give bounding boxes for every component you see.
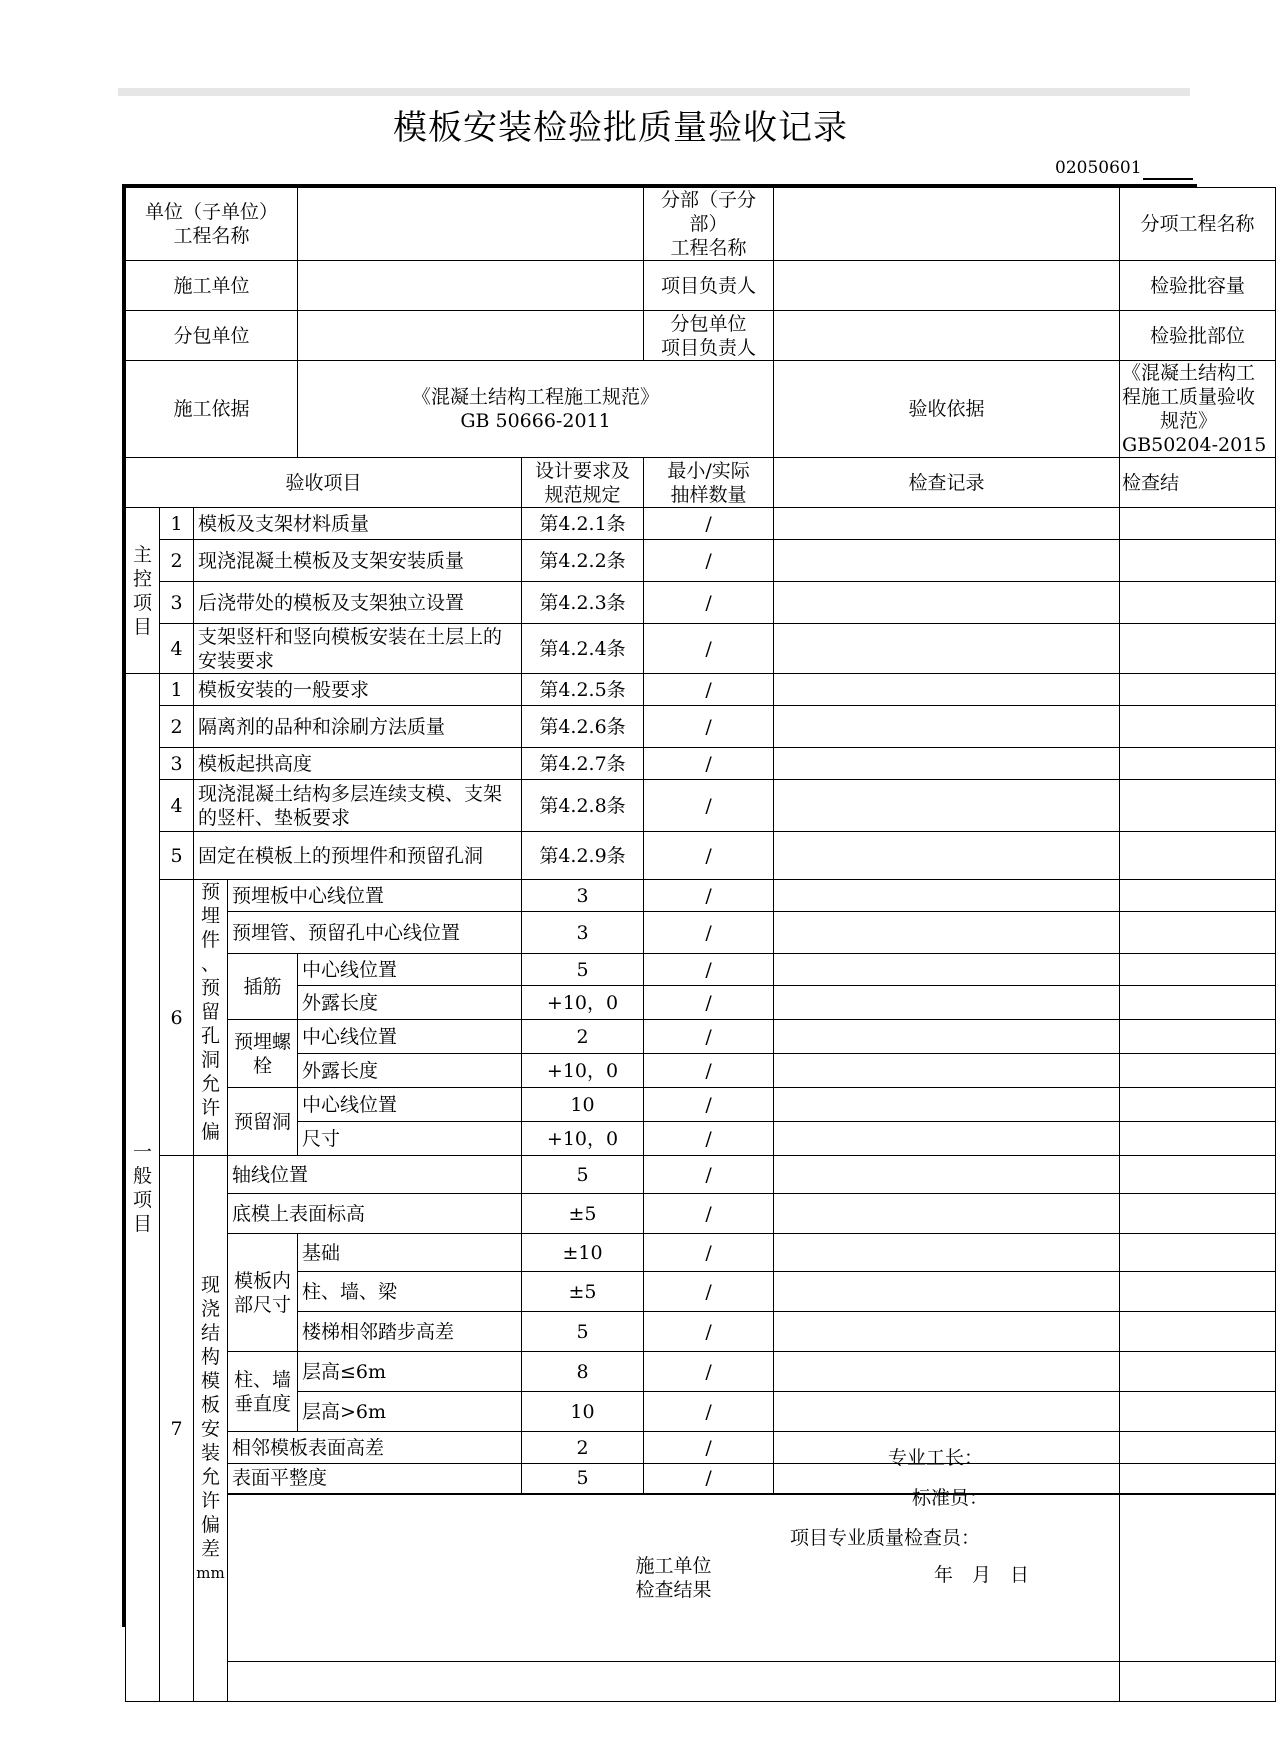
main-sample[interactable]: / — [644, 508, 774, 540]
general-record[interactable] — [774, 1312, 1120, 1352]
item7-bottom-req: ±5 — [522, 1194, 644, 1234]
item7-adjacent-req: 2 — [522, 1432, 644, 1464]
col-item: 验收项目 — [126, 458, 522, 508]
main-req: 第4.2.3条 — [522, 582, 644, 624]
pm-value[interactable] — [774, 261, 1120, 311]
general-result[interactable] — [1120, 674, 1276, 706]
sub-pm-value[interactable] — [774, 311, 1120, 361]
inner-row: 楼梯相邻踏步高差 — [298, 1312, 522, 1352]
inner-req: 5 — [522, 1312, 644, 1352]
item6-plate: 预埋板中心线位置 — [228, 880, 522, 912]
general-result[interactable] — [1120, 832, 1276, 880]
main-result[interactable] — [1120, 582, 1276, 624]
inspector-label: 项目专业质量检查员： — [790, 1527, 981, 1549]
vertical-sample[interactable]: / — [644, 1392, 774, 1432]
general-result[interactable] — [1120, 954, 1276, 986]
item7-flat: 表面平整度 — [228, 1464, 522, 1494]
footer-next-area[interactable] — [1120, 1662, 1276, 1702]
item6-plate-req: 3 — [522, 880, 644, 912]
vertical-label: 柱、墙垂直度 — [228, 1352, 298, 1432]
general-sample[interactable]: / — [644, 674, 774, 706]
footer-next-label — [228, 1662, 1120, 1702]
general-record[interactable] — [774, 1272, 1120, 1312]
hole-req: +10，0 — [522, 1122, 644, 1156]
rebar-sample[interactable]: / — [644, 986, 774, 1020]
main-no: 3 — [160, 582, 194, 624]
general-record[interactable] — [774, 1352, 1120, 1392]
general-result[interactable] — [1120, 1312, 1276, 1352]
accept-label: 验收依据 — [774, 361, 1120, 458]
general-record[interactable] — [774, 1156, 1120, 1194]
general-name: 现浇混凝土结构多层连续支模、支架的竖杆、垫板要求 — [194, 780, 522, 832]
inner-label: 模板内部尺寸 — [228, 1234, 298, 1352]
vertical-row: 层高>6m — [298, 1392, 522, 1432]
general-result[interactable] — [1120, 780, 1276, 832]
col-req: 设计要求及 规范规定 — [522, 458, 644, 508]
general-sample[interactable]: / — [644, 706, 774, 748]
contractor-value[interactable] — [298, 261, 644, 311]
item7-axis: 轴线位置 — [228, 1156, 522, 1194]
hole-row: 尺寸 — [298, 1122, 522, 1156]
unit-label: 单位（子单位） 工程名称 — [126, 188, 298, 261]
item7-adjacent-sample[interactable]: / — [644, 1432, 774, 1464]
bolt-label: 预埋螺栓 — [228, 1020, 298, 1088]
unit-value[interactable] — [298, 188, 644, 261]
accept-value: 《混凝土结构工程施工质量验收 规范》GB50204-2015 — [1120, 361, 1276, 458]
general-result[interactable] — [1120, 706, 1276, 748]
general-name: 模板起拱高度 — [194, 748, 522, 780]
rebar-label: 插筋 — [228, 954, 298, 1020]
general-record[interactable] — [774, 748, 1120, 780]
main-group-label: 主 控 项 目 — [126, 508, 160, 674]
footer-label: 施工单位 检查结果 — [228, 1494, 1120, 1662]
main-result[interactable] — [1120, 624, 1276, 674]
main-name: 模板及支架材料质量 — [194, 508, 522, 540]
general-result[interactable] — [1120, 1392, 1276, 1432]
general-result[interactable] — [1120, 1234, 1276, 1272]
item6-group-label: 预 埋 件 、 预 留 孔 洞 允 许 偏 — [194, 880, 228, 1156]
page-title: 模板安装检验批质量验收记录 — [393, 108, 848, 148]
general-record[interactable] — [774, 954, 1120, 986]
general-record[interactable] — [774, 1234, 1120, 1272]
hole-row: 中心线位置 — [298, 1088, 522, 1122]
general-name: 隔离剂的品种和涂刷方法质量 — [194, 706, 522, 748]
general-result[interactable] — [1120, 748, 1276, 780]
main-req: 第4.2.2条 — [522, 540, 644, 582]
main-record[interactable] — [774, 540, 1120, 582]
subcontractor-value[interactable] — [298, 311, 644, 361]
col-record: 检查记录 — [774, 458, 1120, 508]
item6-pipe-sample[interactable]: / — [644, 912, 774, 954]
general-req: 第4.2.7条 — [522, 748, 644, 780]
main-record[interactable] — [774, 582, 1120, 624]
date-label: 年 月 日 — [934, 1564, 1030, 1586]
general-result[interactable] — [1120, 1020, 1276, 1054]
sub-pm-label: 分包单位 项目负责人 — [644, 311, 774, 361]
hole-req: 10 — [522, 1088, 644, 1122]
col-result: 检查结 — [1120, 458, 1276, 508]
main-no: 1 — [160, 508, 194, 540]
item7-axis-sample[interactable]: / — [644, 1156, 774, 1194]
item7-bottom-sample[interactable]: / — [644, 1194, 774, 1234]
main-record[interactable] — [774, 508, 1120, 540]
basis-label: 施工依据 — [126, 361, 298, 458]
subcontractor-label: 分包单位 — [126, 311, 298, 361]
general-result[interactable] — [1120, 986, 1276, 1020]
main-sample[interactable]: / — [644, 582, 774, 624]
general-req: 第4.2.9条 — [522, 832, 644, 880]
bolt-req: +10，0 — [522, 1054, 644, 1088]
main-record[interactable] — [774, 624, 1120, 674]
bolt-row: 外露长度 — [298, 1054, 522, 1088]
general-result[interactable] — [1120, 1432, 1276, 1464]
general-record[interactable] — [774, 832, 1120, 880]
sub-project-value[interactable] — [774, 188, 1120, 261]
general-record[interactable] — [774, 1054, 1120, 1088]
main-no: 2 — [160, 540, 194, 582]
footer-signature-area[interactable] — [1120, 1494, 1276, 1662]
general-result[interactable] — [1120, 912, 1276, 954]
sub-project-label: 分部（子分部） 工程名称 — [644, 188, 774, 261]
hole-label: 预留洞 — [228, 1088, 298, 1156]
general-sample[interactable]: / — [644, 780, 774, 832]
col-sample: 最小/实际 抽样数量 — [644, 458, 774, 508]
inspection-form — [122, 184, 1267, 1627]
main-name: 现浇混凝土模板及支架安装质量 — [194, 540, 522, 582]
general-record[interactable] — [774, 674, 1120, 706]
general-result[interactable] — [1120, 1088, 1276, 1122]
vertical-req: 8 — [522, 1352, 644, 1392]
general-req: 第4.2.5条 — [522, 674, 644, 706]
general-record[interactable] — [774, 706, 1120, 748]
general-record[interactable] — [774, 912, 1120, 954]
vertical-req: 10 — [522, 1392, 644, 1432]
general-no: 1 — [160, 674, 194, 706]
item6-pipe-req: 3 — [522, 912, 644, 954]
rebar-row: 外露长度 — [298, 986, 522, 1020]
part-label: 检验批部位 — [1120, 311, 1276, 361]
main-result[interactable] — [1120, 540, 1276, 582]
main-sample[interactable]: / — [644, 540, 774, 582]
inner-row: 基础 — [298, 1234, 522, 1272]
item7-flat-sample[interactable]: / — [644, 1464, 774, 1494]
item7-axis-req: 5 — [522, 1156, 644, 1194]
item7-no: 7 — [160, 1156, 194, 1702]
basis-value: 《混凝土结构工程施工规范》 GB 50666-2011 — [298, 361, 774, 458]
general-req: 第4.2.6条 — [522, 706, 644, 748]
general-result[interactable] — [1120, 1194, 1276, 1234]
item7-flat-req: 5 — [522, 1464, 644, 1494]
general-sample[interactable]: / — [644, 748, 774, 780]
main-no: 4 — [160, 624, 194, 674]
general-record[interactable] — [774, 986, 1120, 1020]
general-group-label: 一 般 项 目 — [126, 674, 160, 1702]
general-result[interactable] — [1120, 1054, 1276, 1088]
general-req: 第4.2.8条 — [522, 780, 644, 832]
foreman-label: 专业工长： — [888, 1447, 984, 1469]
top-rule — [118, 88, 1190, 96]
form-table — [125, 187, 1276, 1702]
general-name: 模板安装的一般要求 — [194, 674, 522, 706]
item7-group-label: 现 浇 结 构 模 板 安 装 允 许 偏 差 mm — [194, 1156, 228, 1702]
rebar-row: 中心线位置 — [298, 954, 522, 986]
inner-sample[interactable]: / — [644, 1272, 774, 1312]
form-code: 02050601 — [1055, 158, 1142, 178]
general-record[interactable] — [774, 1020, 1120, 1054]
item6-no: 6 — [160, 880, 194, 1156]
main-req: 第4.2.1条 — [522, 508, 644, 540]
inner-sample[interactable]: / — [644, 1312, 774, 1352]
rebar-req: +10，0 — [522, 986, 644, 1020]
general-result[interactable] — [1120, 1156, 1276, 1194]
general-result[interactable] — [1120, 1272, 1276, 1312]
main-req: 第4.2.4条 — [522, 624, 644, 674]
general-name: 固定在模板上的预埋件和预留孔洞 — [194, 832, 522, 880]
inner-sample[interactable]: / — [644, 1234, 774, 1272]
bolt-row: 中心线位置 — [298, 1020, 522, 1054]
pm-label: 项目负责人 — [644, 261, 774, 311]
rebar-req: 5 — [522, 954, 644, 986]
general-result[interactable] — [1120, 1122, 1276, 1156]
capacity-label: 检验批容量 — [1120, 261, 1276, 311]
general-sample[interactable]: / — [644, 832, 774, 880]
general-record[interactable] — [774, 1122, 1120, 1156]
general-record[interactable] — [774, 780, 1120, 832]
item7-adjacent: 相邻模板表面高差 — [228, 1432, 522, 1464]
hole-sample[interactable]: / — [644, 1122, 774, 1156]
item-label: 分项工程名称 — [1120, 188, 1276, 261]
general-result[interactable] — [1120, 1464, 1276, 1494]
form-code-underline — [1143, 178, 1193, 180]
vertical-sample[interactable]: / — [644, 1352, 774, 1392]
general-result[interactable] — [1120, 880, 1276, 912]
general-no: 5 — [160, 832, 194, 880]
bolt-req: 2 — [522, 1020, 644, 1054]
general-no: 3 — [160, 748, 194, 780]
main-sample[interactable]: / — [644, 624, 774, 674]
bolt-sample[interactable]: / — [644, 1020, 774, 1054]
inner-req: ±10 — [522, 1234, 644, 1272]
inner-req: ±5 — [522, 1272, 644, 1312]
general-no: 2 — [160, 706, 194, 748]
general-record[interactable] — [774, 1392, 1120, 1432]
vertical-row: 层高≤6m — [298, 1352, 522, 1392]
inner-row: 柱、墙、梁 — [298, 1272, 522, 1312]
standard-label: 标准员： — [912, 1487, 989, 1509]
main-name: 支架竖杆和竖向模板安装在土层上的安装要求 — [194, 624, 522, 674]
main-result[interactable] — [1120, 508, 1276, 540]
general-record[interactable] — [774, 1088, 1120, 1122]
bolt-sample[interactable]: / — [644, 1054, 774, 1088]
hole-sample[interactable]: / — [644, 1088, 774, 1122]
item7-bottom: 底模上表面标高 — [228, 1194, 522, 1234]
item6-plate-sample[interactable]: / — [644, 880, 774, 912]
rebar-sample[interactable]: / — [644, 954, 774, 986]
general-record[interactable] — [774, 1194, 1120, 1234]
general-no: 4 — [160, 780, 194, 832]
item6-pipe: 预埋管、预留孔中心线位置 — [228, 912, 522, 954]
contractor-label: 施工单位 — [126, 261, 298, 311]
main-name: 后浇带处的模板及支架独立设置 — [194, 582, 522, 624]
general-record[interactable] — [774, 880, 1120, 912]
general-result[interactable] — [1120, 1352, 1276, 1392]
